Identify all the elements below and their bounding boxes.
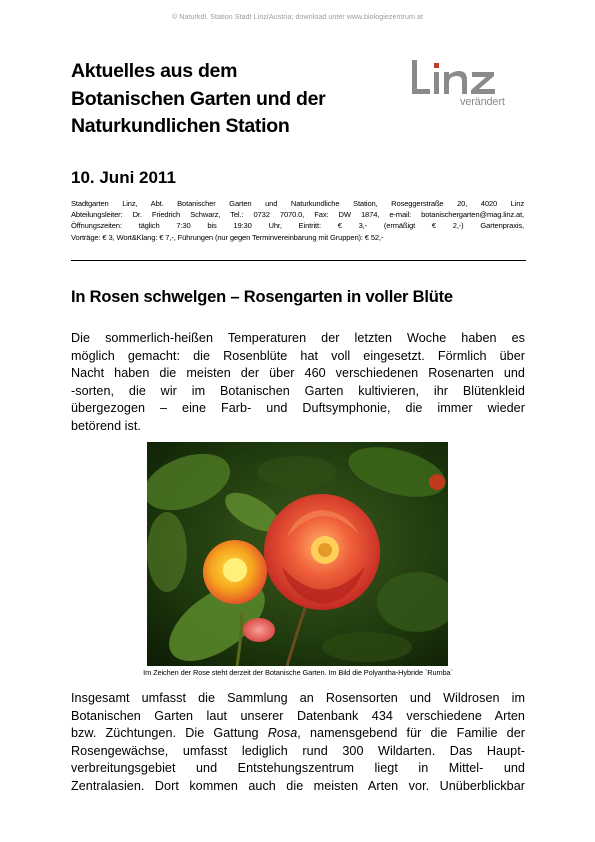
genus-name: Rosa: [267, 726, 298, 741]
info-line-2: Abteilungsleiter: Dr. Friedrich Schwarz, Tel.: 0732 7070.0, Fax: DW 1874, e-mail: botanischergarten@mag.linz.at,: [71, 210, 524, 220]
para1-line: möglich gemacht: die Rosenblüte hat voll eingesetzt. Förmlich über: [71, 348, 525, 363]
page-title: [71, 58, 391, 141]
para1-line: Nacht haben die meisten der über 460 verschiedenen Rosenarten und: [71, 366, 525, 381]
para2-line: [71, 725, 525, 743]
rose-photo: [147, 442, 448, 666]
body-paragraph-2: [71, 690, 525, 796]
title-line-1: Aktuelles aus dem: [71, 60, 238, 82]
para1-line: Die sommerlich-heißen Temperaturen der letzten Woche haben es: [71, 331, 525, 345]
info-line-1: Stadtgarten Linz, Abt. Botanischer Garten und Naturkundliche Station, Roseggerstraße 20, 4020 Linz: [71, 199, 524, 208]
body-paragraph-1: [71, 330, 525, 436]
para2-line: Zentralasien. Dort kommen auch die meisten Arten vor. Unüberblickbar: [71, 778, 525, 793]
logo-tagline: verändert: [460, 96, 505, 108]
title-line-2: Botanischen Garten und der: [71, 87, 326, 110]
para2-line-part: , namensgebend für die Familie der: [297, 726, 525, 741]
para2-line: Botanischen Garten laut unserer Datenbank 434 verschiedene Arten: [71, 708, 525, 723]
para2-line: Rosengewächse, umfasst lediglich rund 300 Wildarten. Das Haupt-: [71, 743, 525, 758]
para1-line: übergezogen – eine Farb- und Duftsymphonie, die immer wieder: [71, 401, 525, 416]
copyright-notice: © Naturkdl. Station Stadt Linz/Austria; download unter www.biologiezentrum.at: [172, 14, 423, 21]
photo-caption: Im Zeichen der Rose steht derzeit der Botanische Garten. Im Bild die Polyantha-Hybride `Rumba`: [143, 668, 453, 677]
para2-line: Insgesamt umfasst die Sammlung an Rosensorten und Wildrosen im: [71, 691, 525, 705]
issue-date: 10. Juni 2011: [71, 168, 176, 187]
contact-info: [71, 198, 524, 243]
divider: [71, 260, 526, 261]
linz-wordmark-icon: [410, 58, 520, 98]
info-line-3: Öffnungszeiten: täglich 7:30 bis 19:30 Uhr, Eintritt: € 3,- (ermäßigt € 2,-) Gartenpraxis,: [71, 221, 524, 231]
para1-line: -sorten, die wir im Botanischen Garten kultivieren, ihr Blütenkleid: [71, 383, 525, 398]
para1-line: betörend ist.: [71, 418, 141, 433]
para2-line: verbreitungsgebiet und Entstehungszentrum liegt in Mittel- und: [71, 761, 525, 776]
title-line-3: Naturkundlichen Station: [71, 115, 290, 137]
para2-line-part: bzw. Züchtungen. Die Gattung: [71, 726, 268, 741]
linz-logo: [410, 58, 520, 110]
info-line-4: Vorträge: € 3, Wort&Klang: € 7,-, Führungen (nur gegen Terminvereinbarung mit Gruppen): € 52,-: [71, 232, 384, 242]
section-heading: In Rosen schwelgen – Rosengarten in voller Blüte: [71, 288, 453, 306]
rose-image-icon: [147, 442, 448, 666]
